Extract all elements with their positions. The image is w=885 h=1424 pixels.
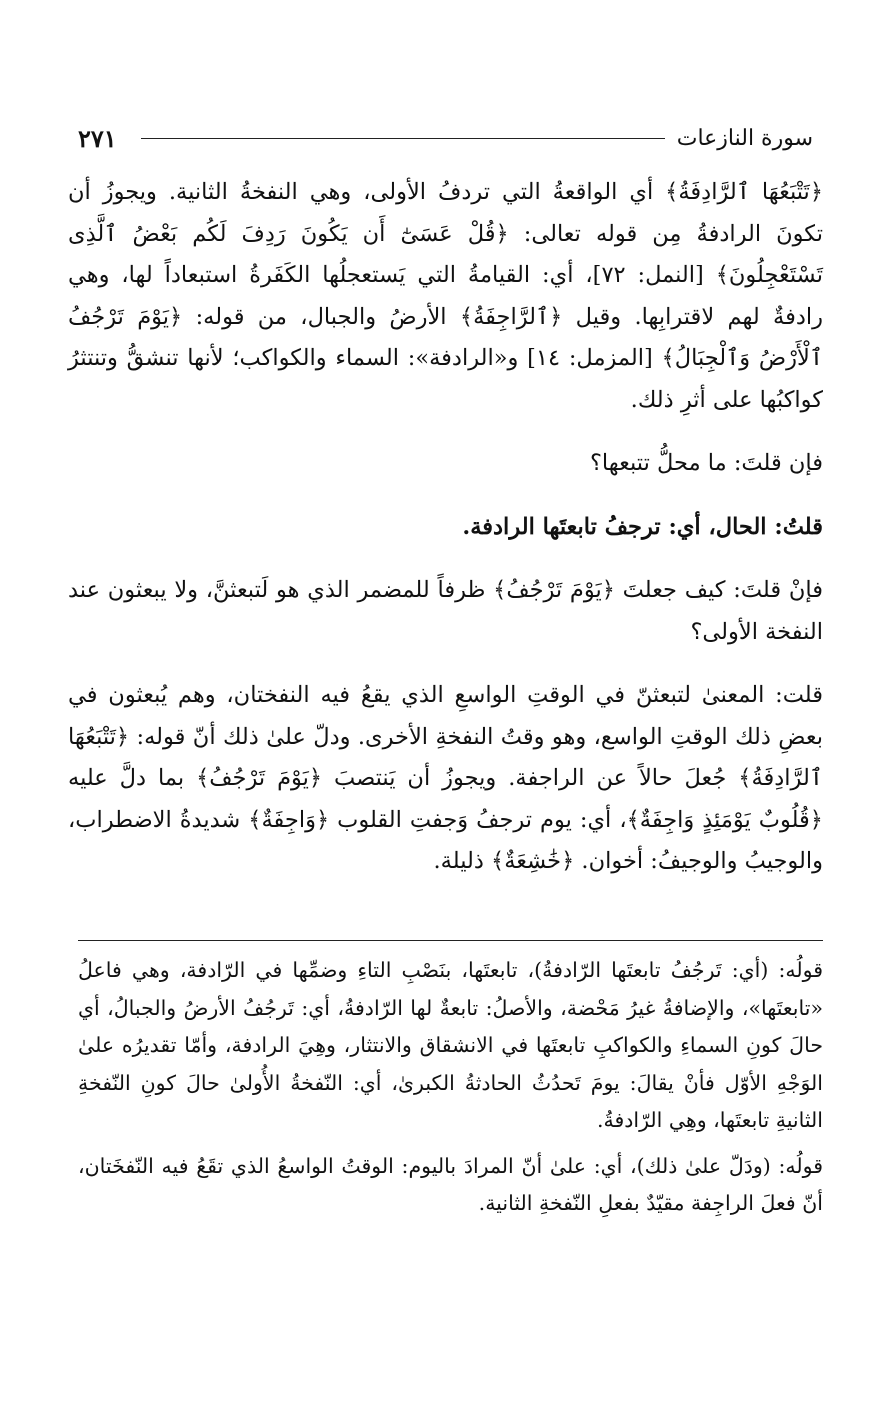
main-paragraph: قلت: المعنىٰ لتبعثنّ في الوقتِ الواسعِ الذي يقعُ فيه النفختان، وهم يُبعثون في بعضِ ذلك الوقتِ الواسع، وهو وقتُ النفخةِ الأخرى. ودلّ علىٰ ذلك أنّ قوله: ﴿تَتْبَعُهَا ٱلرَّادِفَةُ﴾ جُعلَ حالاً عن الراجفة. ويجوزُ أن يَنتصبَ ﴿يَوْمَ تَرْجُفُ﴾ بما دلَّ عليه ﴿قُلُوبٌ يَوْمَئِذٍ وَاجِفَةٌ﴾، أي: يوم ترجفُ وَجفتِ القلوب ﴿وَاجِفَةٌ﴾ شديدةُ الاضطراب، والوجيبُ والوجيفُ: أخوان. ﴿خَٰشِعَةٌ﴾ ذليلة. <box>68 682 823 874</box>
footnote-paragraph: قولُه: (أي: تَرجُفُ تابعتَها الرّادفةُ)، تابعتَها، بنَصْبِ التاءِ وضمِّها في الرّادفة، وهي فاعلُ «تابعتَها»، والإضافةُ غيرُ مَحْضة، والأصلُ: تابعةٌ لها الرّادفةُ، أي: تَرجُفُ الأرضُ والجبالُ، أي حالَ كونِ السماءِ والكواكبِ تابعتَها في الانشقاق والانتثار، وهِيَ الرادفة، وأمّا تقديرُه علىٰ الوَجْهِ الأوّل فأنْ يقالَ: يومَ تَحدُثُ الحادثةُ الكبرىٰ، أي: النّفخةُ الأُولىٰ حالَ كونِ النّفخةِ الثانيةِ تابعتَها، وهِي الرّادفةُ. <box>78 958 823 1132</box>
footnote-divider <box>78 940 823 941</box>
main-paragraph: فإن قلتَ: ما محلُّ تتبعها؟ <box>589 450 823 476</box>
surah-title: سورة النازعات <box>676 125 813 151</box>
main-text <box>68 172 823 883</box>
header-rule <box>141 138 665 139</box>
main-paragraph: فإنْ قلتَ: كيف جعلتَ ﴿يَوْمَ تَرْجُفُ﴾ ظرفاً للمضمر الذي هو لَتبعثنَّ، ولا يبعثون عند النفخة الأولى؟ <box>68 577 823 645</box>
page-header <box>78 118 813 158</box>
page-number: ٢٧١ <box>78 123 117 153</box>
footnote-paragraph: قولُه: (ودَلّ علىٰ ذلك)، أي: علىٰ أنّ المرادَ باليوم: الوقتُ الواسعُ الذي تقَعُ فيه النّفخَتان، أنّ فعلَ الراجِفة مقيّدٌ بفعلِ النّفخةِ الثانية. <box>78 1153 823 1215</box>
main-paragraph: ﴿تَتْبَعُهَا ٱلرَّادِفَةُ﴾ أي الواقعةُ التي تردفُ الأولى، وهي النفخةُ الثانية. ويجوزُ أن تكونَ الرادفةُ مِن قوله تعالى: ﴿قُلْ عَسَىٰٓ أَن يَكُونَ رَدِفَ لَكُم بَعْضُ ٱلَّذِى تَسْتَعْجِلُونَ﴾ [النمل: ٧٢]، أي: القيامةُ التي يَستعجلُها الكَفَرةُ استبعاداً لها، وهي رادفةٌ لهم لاقترابِها. وقيل ﴿ٱلرَّاجِفَةُ﴾ الأرضُ والجبال، من قوله: ﴿يَوْمَ تَرْجُفُ ٱلْأَرْضُ وَٱلْجِبَالُ﴾ [المزمل: ١٤] و«الرادفة»: السماء والكواكب؛ لأنها تنشقُّ وتنتثرُ كواكبُها على أثرِ ذلك. <box>68 179 824 413</box>
footnotes <box>78 952 823 1223</box>
main-paragraph: قلتُ: الحال، أي: ترجفُ تابعتَها الرادفة. <box>462 513 823 540</box>
